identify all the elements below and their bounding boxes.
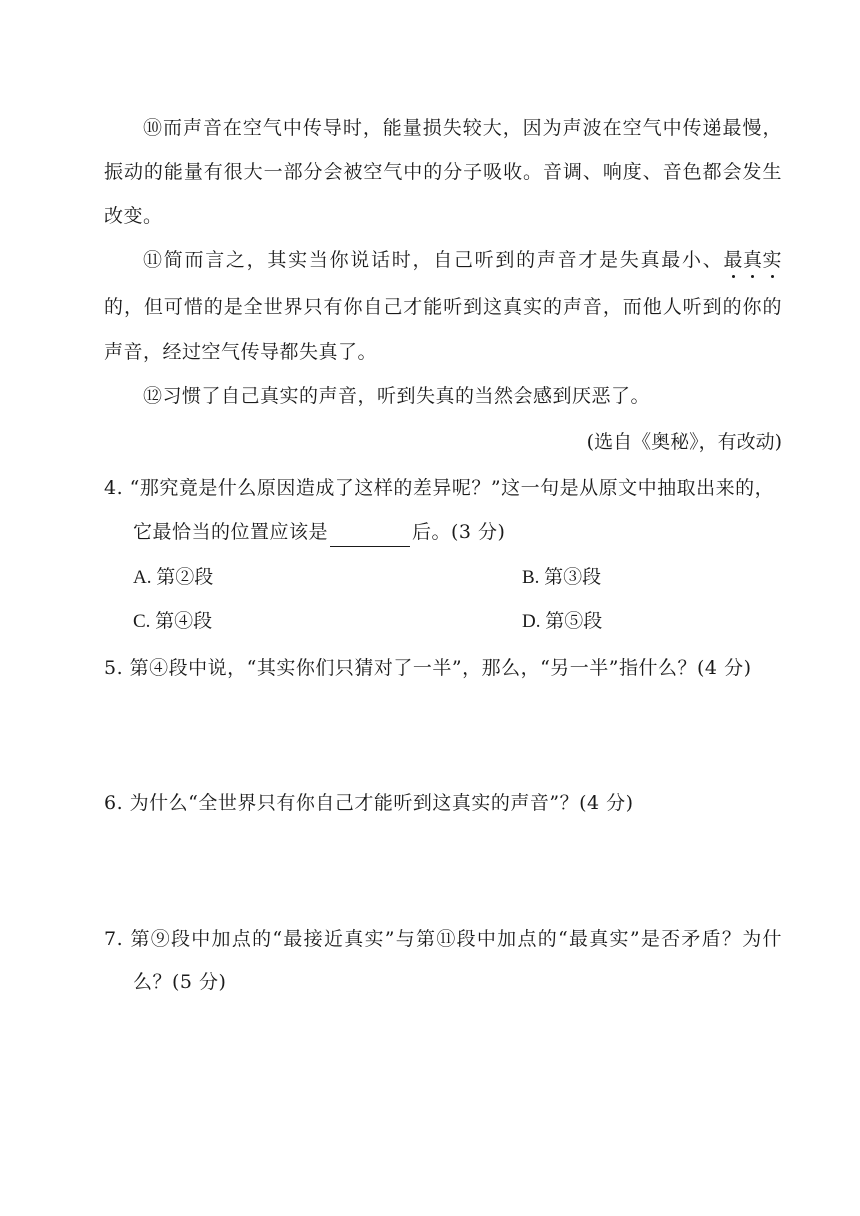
question-4-line-1: 4. “那究竟是什么原因造成了这样的差异呢？”这一句是从原文中抽取出来的， — [104, 477, 775, 499]
question-5: 5. 第④段中说，“其实你们只猜对了一半”，那么，“另一半”指什么？(4 分) — [104, 657, 752, 679]
option-a[interactable]: A. 第②段 — [133, 567, 214, 588]
paragraph-11-text: ⑪简而言之，其实当你说话时，自己听到的声音才是失真最小、 — [143, 249, 724, 271]
paragraph-11-line-1 — [143, 245, 782, 275]
question-4-line-2 — [133, 517, 505, 547]
question-6: 6. 为什么“全世界只有你自己才能听到这真实的声音”？(4 分) — [104, 792, 634, 814]
question-7-line-1: 7. 第⑨段中加点的“最接近真实”与第⑪段中加点的“最真实”是否矛盾？为什 — [104, 928, 782, 950]
paragraph-10-line-2: 振动的能量有很大一部分会被空气中的分子吸收。音调、响度、音色都会发生 — [104, 161, 782, 183]
question-7-line-2: 么？(5 分) — [133, 971, 227, 993]
source-citation: (选自《奥秘》，有改动) — [586, 431, 782, 453]
paragraph-11-line-2: 的，但可惜的是全世界只有你自己才能听到这真实的声音，而他人听到的你的 — [104, 296, 782, 318]
emphasis-dot-char-1: 最 — [723, 245, 743, 275]
option-c[interactable]: C. 第④段 — [133, 611, 213, 632]
emphasis-dot-char-2: 真 — [743, 245, 763, 275]
paragraph-12-line-1: ⑫习惯了自己真实的声音，听到失真的当然会感到厌恶了。 — [143, 385, 651, 407]
option-d[interactable]: D. 第⑤段 — [522, 611, 603, 632]
option-b[interactable]: B. 第③段 — [522, 567, 602, 588]
question-4-prompt: 它最恰当的位置应该是 — [133, 521, 329, 543]
paragraph-10-line-3: 改变。 — [104, 205, 163, 227]
emphasis-dot-char-3: 实 — [762, 245, 782, 275]
paragraph-11-line-3: 声音，经过空气传导都失真了。 — [104, 341, 378, 363]
answer-blank[interactable] — [330, 524, 410, 547]
question-4-score: 后。(3 分) — [412, 521, 506, 543]
paragraph-10-line-1: ⑩而声音在空气中传导时，能量损失较大，因为声波在空气中传递最慢， — [143, 117, 782, 139]
